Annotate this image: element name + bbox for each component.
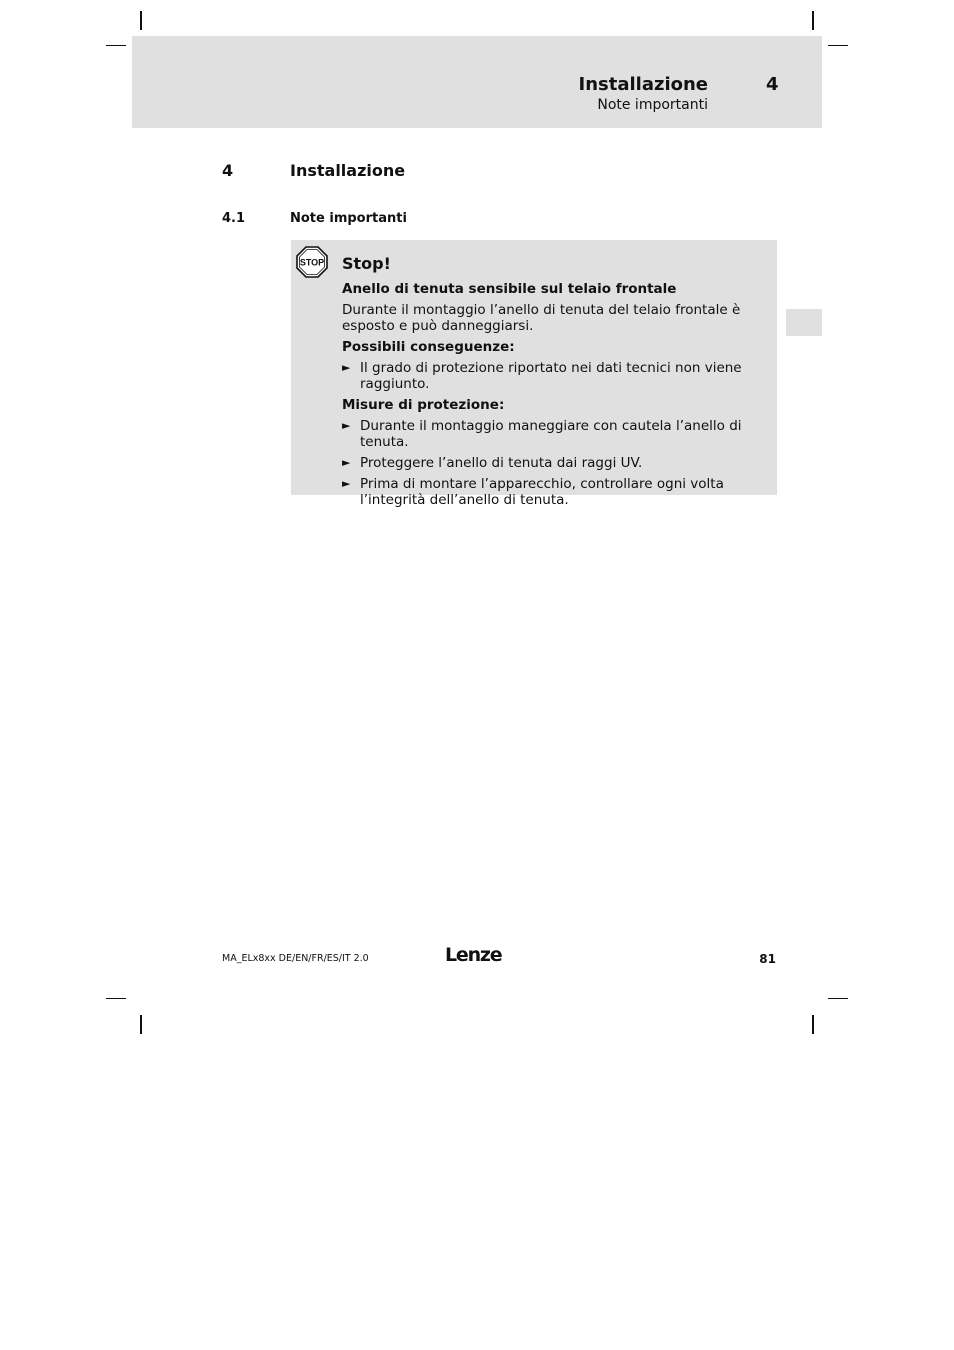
section-number: 4 [222, 161, 234, 180]
list-item-text: Il grado di protezione riportato nei dati tecnici non viene raggiunto. [360, 360, 742, 392]
crop-mark [812, 11, 814, 30]
crop-mark [812, 1015, 814, 1034]
side-tab-marker [786, 309, 822, 336]
stop-sign-icon [296, 246, 328, 278]
notice-subject: Anello di tenuta sensibile sul telaio frontale [342, 281, 677, 297]
header-title: Installazione [578, 74, 708, 95]
crop-mark [106, 998, 126, 999]
notice-description: Durante il montaggio l’anello di tenuta del telaio frontale è esposto e può danneggiarsi. [342, 302, 741, 334]
list-item [342, 418, 770, 450]
consequences-list [342, 360, 770, 392]
crop-mark [140, 1015, 142, 1034]
subsection-title: Note importanti [290, 211, 407, 226]
stop-sign-label: STOP [299, 257, 325, 268]
stop-heading: Stop! [342, 254, 391, 273]
header-chapter-number: 4 [766, 74, 779, 95]
crop-mark [828, 998, 848, 999]
list-item-text: Proteggere l’anello di tenuta dai raggi UV. [360, 455, 643, 471]
list-item [342, 360, 770, 392]
list-item [342, 476, 770, 508]
section-title: Installazione [290, 161, 406, 180]
crop-mark [140, 11, 142, 30]
bullet-arrow-icon: ► [342, 456, 351, 469]
subsection-number: 4.1 [222, 211, 246, 226]
crop-mark [106, 45, 126, 46]
list-item-text: Durante il montaggio maneggiare con cautela l’anello di tenuta. [360, 418, 742, 450]
header-subtitle: Note importanti [597, 97, 708, 113]
bullet-arrow-icon: ► [342, 419, 351, 432]
lenze-logo [444, 944, 508, 966]
stop-notice-body [342, 254, 770, 513]
bullet-arrow-icon: ► [342, 361, 351, 374]
crop-mark [828, 45, 848, 46]
bullet-arrow-icon: ► [342, 477, 351, 490]
page-number: 81 [759, 952, 776, 966]
list-item [342, 455, 770, 471]
list-item-text: Prima di montare l’apparecchio, controllare ogni volta l’integrità dell’anello di tenuta. [360, 476, 724, 508]
footer-document-id: MA_ELx8xx DE/EN/FR/ES/IT 2.0 [222, 953, 369, 964]
consequences-label: Possibili conseguenze: [342, 339, 515, 355]
measures-label: Misure di protezione: [342, 397, 505, 413]
logo-text: Lenze [445, 944, 502, 966]
measures-list [342, 418, 770, 508]
header-band [132, 36, 822, 128]
